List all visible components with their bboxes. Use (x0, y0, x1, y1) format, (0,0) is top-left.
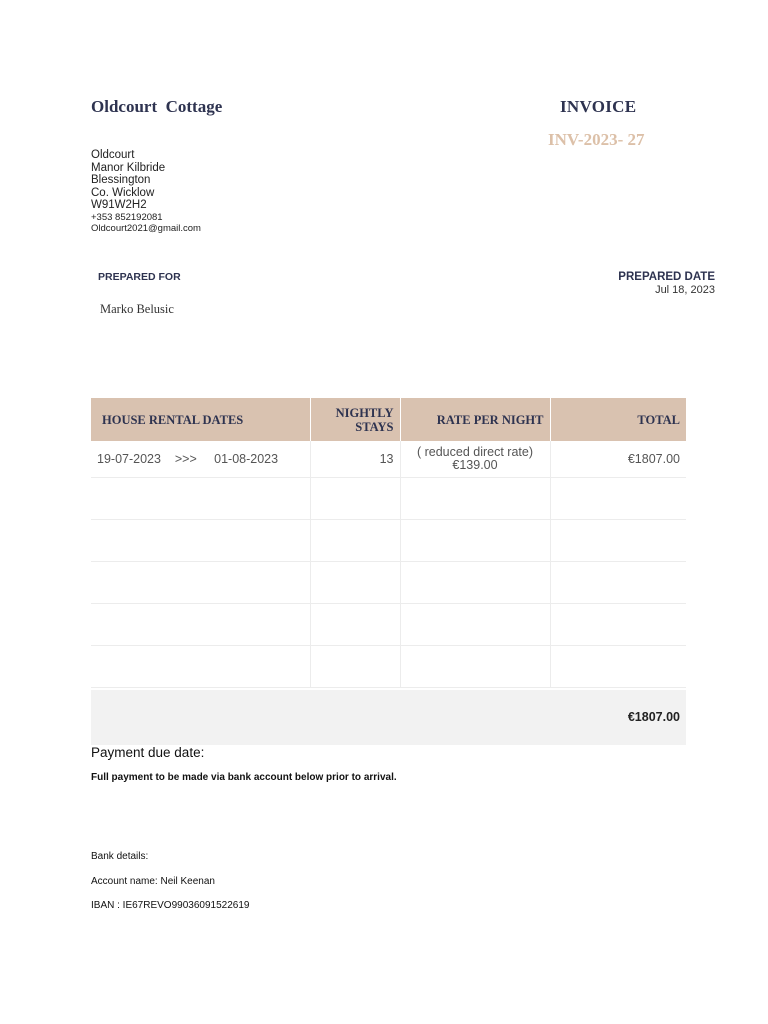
empty-cell (91, 562, 310, 604)
invoice-title: INVOICE (560, 97, 637, 116)
date-arrow: >>> (174, 452, 197, 466)
empty-cell (310, 646, 400, 688)
email-address: Oldcourt2021@gmail.com (91, 223, 201, 234)
table-row (91, 520, 686, 562)
account-name: Account name: Neil Keenan (91, 876, 215, 887)
empty-cell (550, 646, 686, 688)
table-row (91, 441, 686, 478)
start-date: 19-07-2023 (97, 452, 161, 466)
client-name: Marko Belusic (100, 302, 174, 316)
table-row (91, 646, 686, 688)
empty-cell (91, 604, 310, 646)
empty-cell (400, 604, 550, 646)
table-row (91, 562, 686, 604)
empty-cell (310, 604, 400, 646)
table-row (91, 478, 686, 520)
empty-cell (400, 646, 550, 688)
line-total-cell: €1807.00 (550, 441, 686, 478)
invoice-items-table (91, 398, 686, 688)
empty-cell (550, 478, 686, 520)
iban: IBAN : IE67REVO99036091522619 (91, 900, 250, 911)
column-header-total: TOTAL (550, 398, 686, 441)
empty-cell (550, 562, 686, 604)
table-header-row (91, 398, 686, 441)
invoice-number: INV-2023- 27 (548, 130, 645, 149)
column-header-stays (310, 398, 400, 441)
column-header-dates: HOUSE RENTAL DATES (91, 398, 310, 441)
grand-total: €1807.00 (627, 710, 680, 724)
stays-header-line: NIGHTLY (335, 405, 394, 420)
payment-due-label: Payment due date: (91, 745, 205, 760)
empty-cell (310, 478, 400, 520)
rate-value: €139.00 (452, 458, 498, 472)
phone-number: +353 852192081 (91, 211, 163, 223)
empty-cell (310, 520, 400, 562)
bank-details-label: Bank details: (91, 851, 149, 862)
empty-cell (400, 562, 550, 604)
empty-cell (400, 520, 550, 562)
address-line: Blessington (91, 174, 151, 186)
rental-dates-cell (91, 441, 310, 478)
grand-total-bar (91, 690, 686, 745)
end-date: 01-08-2023 (214, 452, 279, 466)
prepared-date-label: PREPARED DATE (618, 271, 715, 283)
empty-cell (91, 478, 310, 520)
nights-cell: 13 (310, 441, 400, 478)
empty-cell (550, 520, 686, 562)
rate-cell (400, 441, 550, 478)
address-line: Manor Kilbride (91, 161, 166, 174)
empty-cell (91, 646, 310, 688)
stays-header-line: STAYS (355, 419, 394, 434)
prepared-date-value: Jul 18, 2023 (655, 284, 715, 296)
address-line: W91W2H2 (91, 199, 147, 211)
rate-note: ( reduced direct rate) (416, 445, 534, 459)
payment-note: Full payment to be made via bank account below prior to arrival. (91, 772, 397, 783)
prepared-for-label: PREPARED FOR (98, 271, 181, 283)
empty-cell (550, 604, 686, 646)
address-block (91, 149, 201, 235)
table-row (91, 604, 686, 646)
empty-cell (400, 478, 550, 520)
address-line: Co. Wicklow (91, 186, 155, 199)
empty-cell (91, 520, 310, 562)
column-header-rate: RATE PER NIGHT (400, 398, 550, 441)
company-name: Oldcourt Cottage (91, 97, 223, 116)
address-line: Oldcourt (91, 149, 135, 161)
empty-cell (310, 562, 400, 604)
